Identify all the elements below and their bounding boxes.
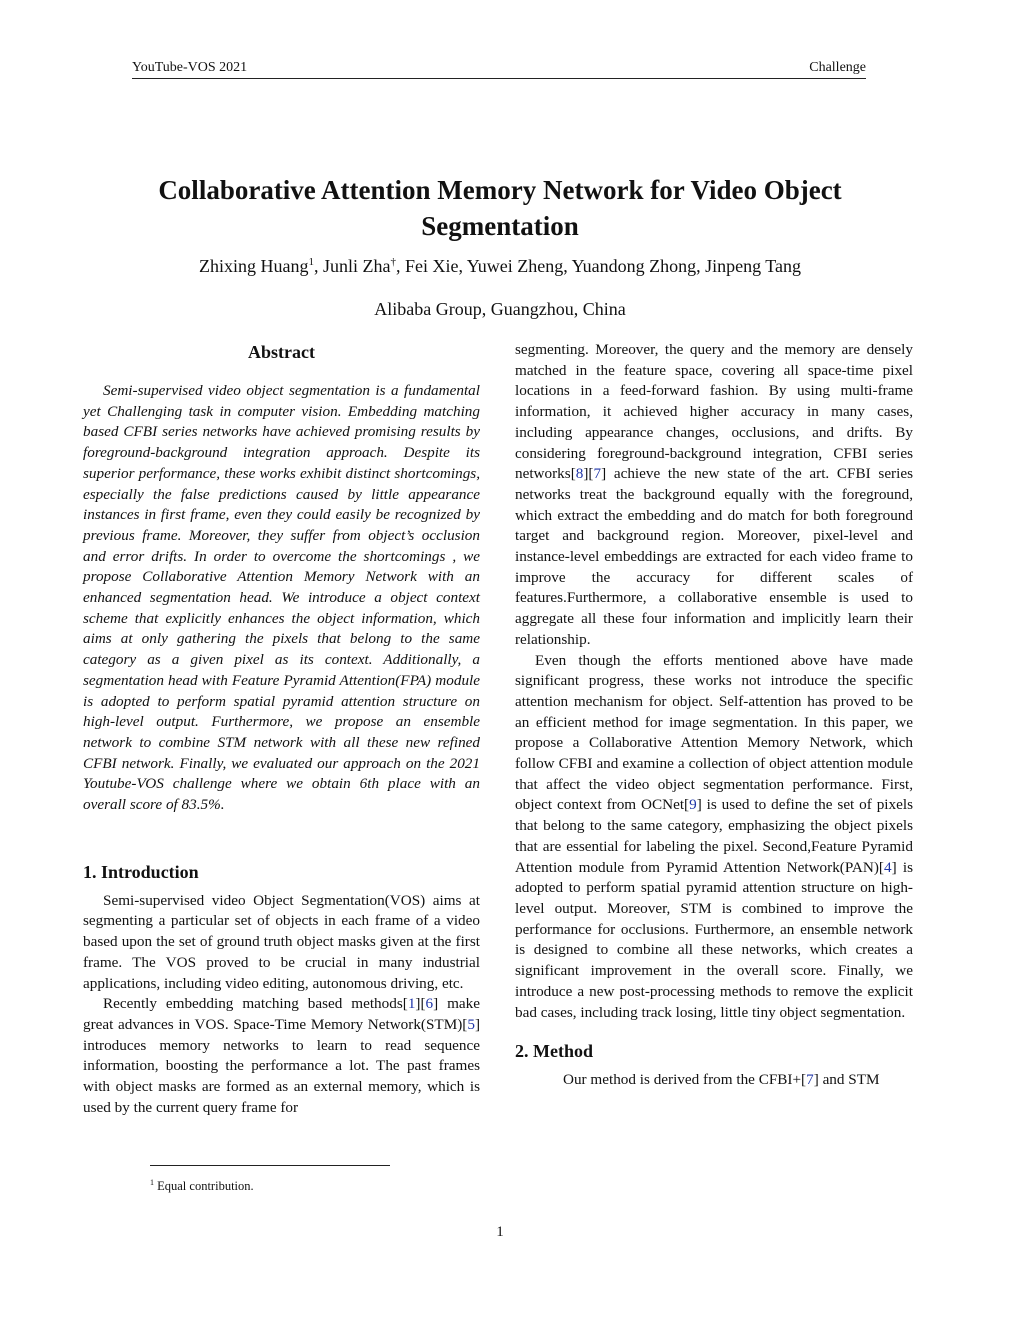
other-authors: , Fei Xie, Yuwei Zheng, Yuandong Zhong, Jinpeng Tang	[395, 256, 802, 276]
citation-link[interactable]: 6	[425, 995, 434, 1013]
author-1: Zhixing Huang	[198, 256, 309, 276]
method-heading: 2. Method	[515, 1041, 593, 1062]
header-right: Challenge	[809, 60, 866, 75]
affiliation: Alibaba Group, Guangzhou, China	[374, 299, 626, 319]
intro-paragraph-3: Even though the efforts mentioned above have made significant progress, these works not introduce the specific attention mechanism for object. Self-attention has proved to be an efficient method for image segmentation. In this paper, we propose a Collaborative Attention Memory Network, which follow CFBI and examine a collection of object attention module that affect the video object segmentation performance. First, object context from OCNet[9] is used to define the set of pixels that belong to the same category, emphasizing the object pixels that are essential for labeling the pixel. Second,Feature Pyramid Attention module from Pyramid Attention Network(PAN)[4] is adopted to perform spatial pyramid attention structure on high-level output. Moreover, STM is combined to improve the performance for occlusions. Furthermore, an ensemble network is designed to combine all these networks, which creates a significant improvement in the overall score. Finally, we introduce a new post-processing methods to remove the explicit bad cases, including track losing, little tiny object segmentation.	[515, 651, 913, 1021]
intro-paragraph-2: Recently embedding matching based methods[1][6] make great advances in VOS. Space-Time Memory Network(STM)[5] introduces memory networks to learn to read sequence information, boosting the performance a lot. The past frames with object masks are formed as an external memory, which is used by the current query frame for	[83, 995, 481, 1116]
citation-link[interactable]: 5	[467, 1015, 475, 1033]
right-column	[515, 340, 913, 1091]
footnote-text: Equal contribution.	[154, 1179, 254, 1194]
author-2-mark: †	[390, 256, 396, 268]
citation-link[interactable]: 7	[593, 465, 602, 483]
header-left: YouTube-VOS 2021	[132, 60, 248, 75]
running-header	[132, 60, 866, 79]
footnote	[150, 1178, 254, 1194]
intro-paragraph-1: Semi-supervised video Object Segmentation(VOS) aims at segmenting a particular set of objects in each frame of a video based upon the set of ground truth object masks given at the first frame. The VOS proved to be crucial in many industrial applications, including video editing, autonomous driving, etc.	[83, 891, 480, 992]
left-column	[83, 340, 480, 1119]
footnote-mark: 1	[150, 1178, 154, 1187]
abstract-heading: Abstract	[248, 342, 315, 362]
introduction-heading: 1. Introduction	[83, 861, 199, 882]
abstract-text: Semi-supervised video object segmentation is a fundamental yet Challenging task in computer vision. Embedding matching based CFBI series networks have achieved promising results by foreground-background integration approach. Despite its superior performance, these works exhibit distinct shortcomings, especially the false predictions caused by little appearance instances in first frame, even they could easily be recognized by previous frame. Moreover, they suffer from object’s occlusion and error drifts. In order to overcome the shortcomings , we propose Collaborative Attention Memory Network with an enhanced segmentation head. We introduce a object context scheme that explicitly enhances the object information, which aims at only gathering the pixels that belong to the same category as a given pixel as its context. Additionally, a segmentation head with Feature Pyramid Attention(FPA) module is adopted to perform spatial pyramid attention structure on high-level output. Furthermore, we propose an ensemble network to combine STM network with all these new refined CFBI network. Finally, we evaluated our approach on the 2021 Youtube-VOS challenge where we obtain 6th place with an overall score of 83.5%.	[83, 382, 480, 814]
method-paragraph: Our method is derived from the CFBI+[7] and STM	[563, 1071, 880, 1089]
author-1-mark: 1	[308, 256, 314, 268]
footnote-rule	[150, 1165, 390, 1166]
citation-link[interactable]: 7	[806, 1071, 814, 1089]
citation-link[interactable]: 8	[575, 465, 584, 483]
intro-paragraph-2-continued: segmenting. Moreover, the query and the memory are densely matched in the feature space, covering all space-time pixel locations in a feed-forward fashion. By using multi-frame information, it achieved higher accuracy in many cases, including appearance changes, occlusions, and drifts. By considering foreground-background integration, CFBI series networks[8][7] achieve the new state of the art. CFBI series networks treat the background equally with the foreground, which extract the embedding and do match for both foreground target and background region. Moreover, pixel-level and instance-level embeddings are extracted for each video frame to improve the accuracy for different scales of features.Furthermore, a collaborative ensemble is used to aggregate all these four information and implicitly learn their relationship.	[515, 341, 913, 648]
citation-link[interactable]: 4	[883, 858, 892, 876]
paper-title: Collaborative Attention Memory Network for Video Object Segmentation	[158, 175, 842, 241]
page-number: 1	[496, 1224, 504, 1240]
author-list	[100, 256, 900, 277]
author-2: , Junli Zha	[313, 256, 391, 276]
citation-link[interactable]: 9	[689, 796, 697, 814]
citation-link[interactable]: 1	[407, 995, 416, 1013]
